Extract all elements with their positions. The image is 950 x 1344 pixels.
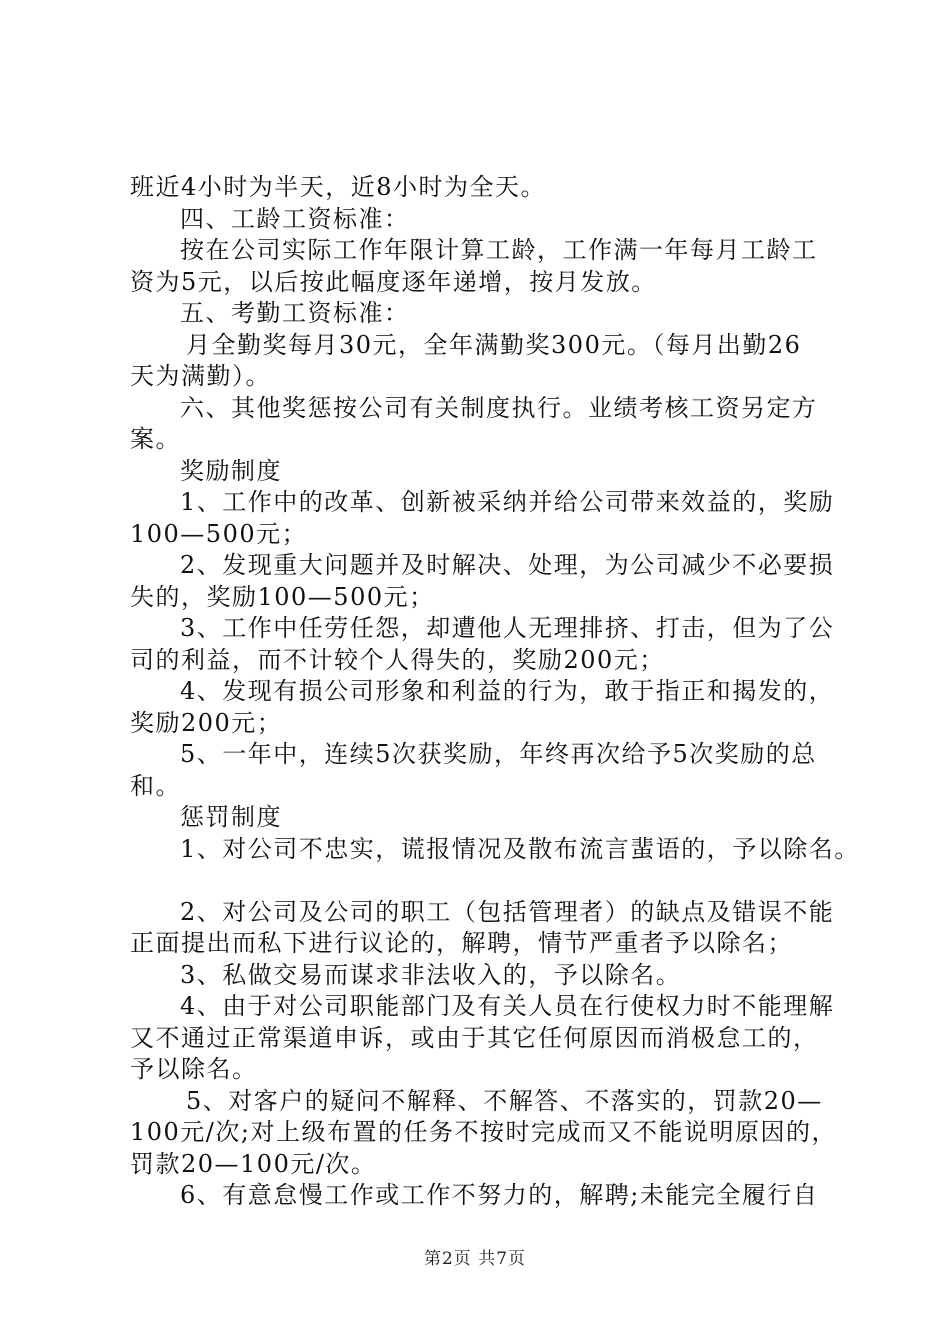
text-line: 4、发现有损公司形象和利益的行为，敢于指正和揭发的，	[180, 677, 835, 705]
text-line: 按在公司实际工作年限计算工龄，工作满一年每月工龄工	[180, 236, 818, 264]
text-line: 失的，奖励100—500元；	[130, 582, 435, 611]
text-line: 资为5元，以后按此幅度逐年递增，按月发放。	[130, 267, 657, 296]
text-line: 案。	[130, 425, 181, 453]
text-line: 5、一年中，连续5次获奖励，年终再次给予5次奖励的总	[180, 740, 817, 768]
text-line: 罚款20—100元/次。	[130, 1149, 377, 1178]
section-heading: 五、考勤工资标准：	[180, 299, 410, 327]
text-line: 班近4小时为半天，近8小时为全天。	[130, 173, 547, 201]
text-line: 予以除名。	[130, 1055, 258, 1083]
page-number-footer: 第2页 共7页	[423, 1249, 527, 1269]
text-line: 2、发现重大问题并及时解决、处理，为公司减少不必要损	[180, 551, 835, 579]
text-line: 4、由于对公司职能部门及有关人员在行使权力时不能理解	[180, 992, 835, 1020]
section-heading: 四、工龄工资标准：	[180, 204, 410, 233]
text-line: 5、对客户的疑问不解释、不解答、不落实的，罚款20—	[186, 1086, 823, 1115]
text-line: 奖励200元；	[130, 708, 283, 737]
text-line: 六、其他奖惩按公司有关制度执行。业绩考核工资另定方	[180, 393, 818, 422]
text-line: 正面提出而私下进行议论的，解聘，情节严重者予以除名；	[130, 929, 793, 957]
document-body	[130, 172, 860, 1212]
section-heading: 惩罚制度	[180, 803, 282, 831]
text-line: 月全勤奖每月30元，全年满勤奖300元。（每月出勤26	[186, 330, 802, 359]
text-line: 1、工作中的改革、创新被采纳并给公司带来效益的，奖励	[180, 488, 835, 516]
section-heading: 奖励制度	[180, 456, 282, 485]
text-line: 又不通过正常渠道申诉，或由于其它任何原因而消极怠工的，	[130, 1023, 819, 1052]
text-line: 3、工作中任劳任怨，却遭他人无理排挤、打击，但为了公	[180, 614, 835, 642]
text-line: 2、对公司及公司的职工（包括管理者）的缺点及错误不能	[180, 897, 835, 926]
text-line: 100元/次;对上级布置的任务不按时完成而又不能说明原因的，	[130, 1118, 837, 1146]
text-line: 司的利益，而不计较个人得失的，奖励200元；	[130, 645, 665, 674]
blank-line	[130, 865, 830, 897]
text-line: 6、有意怠慢工作或工作不努力的，解聘;未能完全履行自	[180, 1181, 819, 1209]
text-line: 和。	[130, 771, 181, 800]
text-line: 100—500元；	[130, 519, 308, 548]
text-line: 1、对公司不忠实，谎报情况及散布流言蜚语的，予以除名。	[180, 834, 860, 863]
text-line: 天为满勤）。	[130, 362, 271, 390]
text-line: 3、私做交易而谋求非法收入的，予以除名。	[180, 960, 682, 989]
